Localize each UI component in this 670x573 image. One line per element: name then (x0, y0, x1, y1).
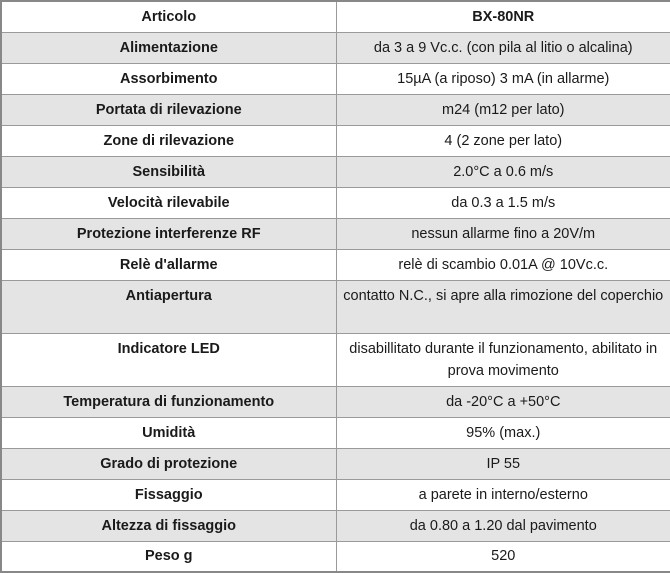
row-value: 95% (max.) (336, 417, 670, 448)
table-row (1, 156, 670, 187)
table-row (1, 333, 670, 386)
row-label: Relè d'allarme (1, 249, 336, 280)
row-value: da 0.3 a 1.5 m/s (336, 187, 670, 218)
row-value: disabillitato durante il funzionamento, abilitato in prova movimento (336, 333, 670, 386)
table-row (1, 448, 670, 479)
row-label: Protezione interferenze RF (1, 218, 336, 249)
row-value: m24 (m12 per lato) (336, 94, 670, 125)
row-label: Altezza di fissaggio (1, 510, 336, 541)
table-row (1, 249, 670, 280)
row-label: Velocità rilevabile (1, 187, 336, 218)
row-label: Antiapertura (1, 280, 336, 333)
row-value: da -20°C a +50°C (336, 386, 670, 417)
row-value: 520 (336, 541, 670, 572)
table-row (1, 218, 670, 249)
row-label: Zone di rilevazione (1, 125, 336, 156)
table-row (1, 417, 670, 448)
row-value: IP 55 (336, 448, 670, 479)
row-value: nessun allarme fino a 20V/m (336, 218, 670, 249)
row-value: da 0.80 a 1.20 dal pavimento (336, 510, 670, 541)
row-label: Grado di protezione (1, 448, 336, 479)
row-value: contatto N.C., si apre alla rimozione del coperchio (336, 280, 670, 333)
row-value: 4 (2 zone per lato) (336, 125, 670, 156)
table-row (1, 541, 670, 572)
table-row (1, 187, 670, 218)
row-label: Indicatore LED (1, 333, 336, 386)
header-label: Articolo (1, 1, 336, 32)
table-header-row (1, 1, 670, 32)
row-label: Umidità (1, 417, 336, 448)
table-row (1, 386, 670, 417)
row-value: a parete in interno/esterno (336, 479, 670, 510)
row-label: Peso g (1, 541, 336, 572)
row-label: Assorbimento (1, 63, 336, 94)
row-value: 15µA (a riposo) 3 mA (in allarme) (336, 63, 670, 94)
table-row (1, 510, 670, 541)
table-row (1, 63, 670, 94)
row-label: Alimentazione (1, 32, 336, 63)
row-value: da 3 a 9 Vc.c. (con pila al litio o alcalina) (336, 32, 670, 63)
table-row (1, 125, 670, 156)
table-row (1, 32, 670, 63)
row-label: Fissaggio (1, 479, 336, 510)
row-label: Sensibilità (1, 156, 336, 187)
row-value: 2.0°C a 0.6 m/s (336, 156, 670, 187)
header-value: BX-80NR (336, 1, 670, 32)
table-row (1, 280, 670, 333)
table-row (1, 94, 670, 125)
row-value: relè di scambio 0.01A @ 10Vc.c. (336, 249, 670, 280)
row-label: Temperatura di funzionamento (1, 386, 336, 417)
row-label: Portata di rilevazione (1, 94, 336, 125)
table-row (1, 479, 670, 510)
